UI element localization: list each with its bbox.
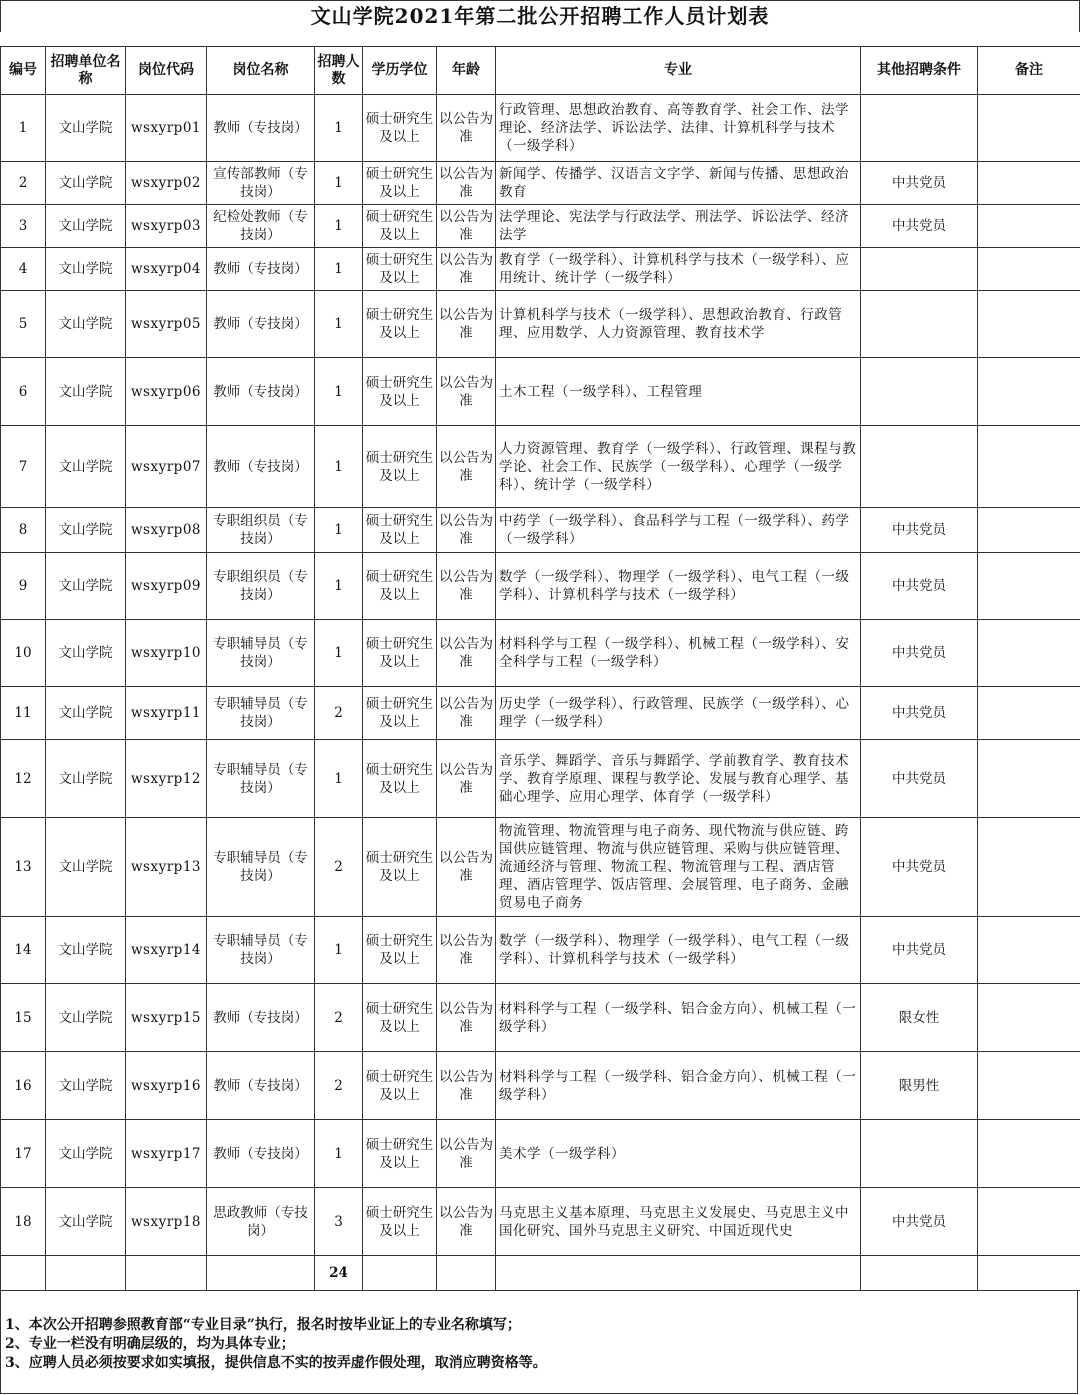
cell-unit: 文山学院 (46, 291, 126, 358)
cell-other (861, 291, 978, 358)
cell-other: 限女性 (861, 984, 978, 1052)
cell-no: 17 (1, 1120, 46, 1188)
cell-other: 中共党员 (861, 1188, 978, 1256)
note-line: 3、应聘人员必须按要求如实填报，提供信息不实的按弄虚作假处理，取消应聘资格等。 (5, 1355, 547, 1371)
header-count: 招聘人数 (315, 47, 363, 95)
cell-unit: 文山学院 (46, 984, 126, 1052)
table-row (1, 818, 1080, 917)
cell-code: wsxyrp10 (126, 620, 207, 687)
cell-remark (978, 917, 1080, 984)
cell-unit: 文山学院 (46, 205, 126, 248)
cell-edu: 硕士研究生及以上 (363, 248, 437, 291)
cell-unit: 文山学院 (46, 917, 126, 984)
table-row (1, 687, 1080, 740)
header-other: 其他招聘条件 (861, 47, 978, 95)
cell-code: wsxyrp05 (126, 291, 207, 358)
total-count: 24 (315, 1256, 363, 1291)
cell-code: wsxyrp14 (126, 917, 207, 984)
total-empty (46, 1256, 126, 1291)
cell-post: 教师（专技岗） (207, 1052, 315, 1120)
cell-post: 教师（专技岗） (207, 1120, 315, 1188)
cell-remark (978, 162, 1080, 205)
table-row (1, 553, 1080, 620)
cell-unit: 文山学院 (46, 1052, 126, 1120)
table-row (1, 984, 1080, 1052)
cell-major: 材料科学与工程（一级学科）、机械工程（一级学科）、安全科学与工程（一级学科） (496, 620, 861, 687)
cell-unit: 文山学院 (46, 508, 126, 553)
cell-age: 以公告为准 (437, 205, 496, 248)
cell-other (861, 358, 978, 426)
cell-other: 中共党员 (861, 818, 978, 917)
cell-remark (978, 1120, 1080, 1188)
table-row (1, 95, 1080, 162)
cell-count: 1 (315, 205, 363, 248)
cell-age: 以公告为准 (437, 95, 496, 162)
cell-code: wsxyrp04 (126, 248, 207, 291)
cell-unit: 文山学院 (46, 1120, 126, 1188)
cell-other: 中共党员 (861, 162, 978, 205)
cell-remark (978, 426, 1080, 508)
cell-unit: 文山学院 (46, 358, 126, 426)
cell-remark (978, 1188, 1080, 1256)
cell-edu: 硕士研究生及以上 (363, 95, 437, 162)
cell-post: 教师（专技岗） (207, 426, 315, 508)
cell-count: 1 (315, 248, 363, 291)
cell-other: 中共党员 (861, 508, 978, 553)
cell-age: 以公告为准 (437, 1188, 496, 1256)
cell-other: 限男性 (861, 1052, 978, 1120)
total-empty (1, 1256, 46, 1291)
table-row (1, 917, 1080, 984)
cell-post: 专职辅导员（专技岗） (207, 620, 315, 687)
header-post: 岗位名称 (207, 47, 315, 95)
cell-major: 教育学（一级学科）、计算机科学与技术（一级学科）、应用统计、统计学（一级学科） (496, 248, 861, 291)
cell-count: 2 (315, 1052, 363, 1120)
table-row (1, 248, 1080, 291)
total-empty (207, 1256, 315, 1291)
cell-post: 教师（专技岗） (207, 291, 315, 358)
cell-unit: 文山学院 (46, 553, 126, 620)
note-line: 2、专业一栏没有明确层级的，均为具体专业； (5, 1336, 295, 1352)
cell-age: 以公告为准 (437, 1120, 496, 1188)
page-title: 文山学院2021年第二批公开招聘工作人员计划表 (0, 0, 1080, 32)
cell-code: wsxyrp16 (126, 1052, 207, 1120)
cell-code: wsxyrp07 (126, 426, 207, 508)
cell-remark (978, 687, 1080, 740)
cell-major: 中药学（一级学科）、食品科学与工程（一级学科）、药学（一级学科） (496, 508, 861, 553)
cell-age: 以公告为准 (437, 740, 496, 818)
cell-no: 8 (1, 508, 46, 553)
cell-remark (978, 248, 1080, 291)
total-empty (496, 1256, 861, 1291)
cell-edu: 硕士研究生及以上 (363, 426, 437, 508)
cell-count: 1 (315, 553, 363, 620)
cell-remark (978, 984, 1080, 1052)
cell-post: 专职辅导员（专技岗） (207, 818, 315, 917)
cell-no: 6 (1, 358, 46, 426)
cell-code: wsxyrp17 (126, 1120, 207, 1188)
cell-major: 物流管理、物流管理与电子商务、现代物流与供应链、跨国供应链管理、物流与供应链管理、采购与供应链管理、流通经济与管理、物流工程、物流管理与工程、酒店管理、酒店管理学、饭店管理、会展管理、电子商务、金融贸易电子商务 (496, 818, 861, 917)
cell-major: 材料科学与工程（一级学科、铝合金方向）、机械工程（一级学科） (496, 984, 861, 1052)
table-row (1, 358, 1080, 426)
cell-edu: 硕士研究生及以上 (363, 553, 437, 620)
cell-edu: 硕士研究生及以上 (363, 917, 437, 984)
cell-post: 教师（专技岗） (207, 95, 315, 162)
cell-edu: 硕士研究生及以上 (363, 818, 437, 917)
cell-edu: 硕士研究生及以上 (363, 620, 437, 687)
cell-major: 行政管理、思想政治教育、高等教育学、社会工作、法学理论、经济法学、诉讼法学、法律、计算机科学与技术（一级学科） (496, 95, 861, 162)
cell-other: 中共党员 (861, 917, 978, 984)
cell-count: 1 (315, 426, 363, 508)
cell-no: 16 (1, 1052, 46, 1120)
cell-major: 马克思主义基本原理、马克思主义发展史、马克思主义中国化研究、国外马克思主义研究、中国近现代史 (496, 1188, 861, 1256)
cell-count: 2 (315, 687, 363, 740)
cell-age: 以公告为准 (437, 248, 496, 291)
cell-age: 以公告为准 (437, 917, 496, 984)
table-row (1, 205, 1080, 248)
table-row (1, 508, 1080, 553)
table-row (1, 1188, 1080, 1256)
header-major: 专业 (496, 47, 861, 95)
cell-post: 宣传部教师（专技岗） (207, 162, 315, 205)
cell-edu: 硕士研究生及以上 (363, 740, 437, 818)
cell-unit: 文山学院 (46, 248, 126, 291)
cell-other (861, 1120, 978, 1188)
cell-count: 1 (315, 917, 363, 984)
cell-no: 12 (1, 740, 46, 818)
cell-post: 专职辅导员（专技岗） (207, 687, 315, 740)
cell-count: 1 (315, 1120, 363, 1188)
cell-post: 教师（专技岗） (207, 984, 315, 1052)
cell-no: 18 (1, 1188, 46, 1256)
cell-code: wsxyrp11 (126, 687, 207, 740)
cell-count: 1 (315, 620, 363, 687)
cell-major: 计算机科学与技术（一级学科）、思想政治教育、行政管理、应用数学、人力资源管理、教育技术学 (496, 291, 861, 358)
table-row (1, 426, 1080, 508)
cell-unit: 文山学院 (46, 740, 126, 818)
cell-no: 7 (1, 426, 46, 508)
cell-remark (978, 553, 1080, 620)
cell-no: 13 (1, 818, 46, 917)
cell-other (861, 248, 978, 291)
cell-major: 土木工程（一级学科）、工程管理 (496, 358, 861, 426)
header-no: 编号 (1, 47, 46, 95)
cell-code: wsxyrp12 (126, 740, 207, 818)
cell-post: 教师（专技岗） (207, 358, 315, 426)
cell-remark (978, 291, 1080, 358)
cell-remark (978, 818, 1080, 917)
cell-post: 专职组织员（专技岗） (207, 508, 315, 553)
cell-remark (978, 508, 1080, 553)
header-edu: 学历学位 (363, 47, 437, 95)
cell-other: 中共党员 (861, 687, 978, 740)
cell-post: 专职组织员（专技岗） (207, 553, 315, 620)
cell-unit: 文山学院 (46, 1188, 126, 1256)
cell-code: wsxyrp13 (126, 818, 207, 917)
cell-code: wsxyrp18 (126, 1188, 207, 1256)
cell-other: 中共党员 (861, 205, 978, 248)
cell-remark (978, 740, 1080, 818)
table-row (1, 162, 1080, 205)
cell-edu: 硕士研究生及以上 (363, 1188, 437, 1256)
total-empty (437, 1256, 496, 1291)
cell-no: 4 (1, 248, 46, 291)
cell-age: 以公告为准 (437, 358, 496, 426)
cell-unit: 文山学院 (46, 95, 126, 162)
cell-unit: 文山学院 (46, 162, 126, 205)
cell-no: 10 (1, 620, 46, 687)
cell-count: 2 (315, 818, 363, 917)
cell-code: wsxyrp01 (126, 95, 207, 162)
cell-no: 5 (1, 291, 46, 358)
cell-unit: 文山学院 (46, 620, 126, 687)
cell-no: 2 (1, 162, 46, 205)
header-code: 岗位代码 (126, 47, 207, 95)
cell-age: 以公告为准 (437, 687, 496, 740)
recruitment-table (0, 46, 1080, 1291)
cell-count: 1 (315, 95, 363, 162)
cell-no: 14 (1, 917, 46, 984)
cell-code: wsxyrp02 (126, 162, 207, 205)
cell-major: 法学理论、宪法学与行政法学、刑法学、诉讼法学、经济法学 (496, 205, 861, 248)
cell-edu: 硕士研究生及以上 (363, 291, 437, 358)
cell-edu: 硕士研究生及以上 (363, 358, 437, 426)
cell-other: 中共党员 (861, 553, 978, 620)
cell-edu: 硕士研究生及以上 (363, 687, 437, 740)
cell-remark (978, 95, 1080, 162)
table-row (1, 291, 1080, 358)
cell-other (861, 95, 978, 162)
cell-post: 专职辅导员（专技岗） (207, 740, 315, 818)
cell-no: 1 (1, 95, 46, 162)
cell-count: 2 (315, 984, 363, 1052)
cell-post: 思政教师（专技岗） (207, 1188, 315, 1256)
cell-major: 数学（一级学科）、物理学（一级学科）、电气工程（一级学科）、计算机科学与技术（一级学科） (496, 553, 861, 620)
cell-major: 人力资源管理、教育学（一级学科）、行政管理、课程与教学论、社会工作、民族学（一级学科）、心理学（一级学科）、统计学（一级学科） (496, 426, 861, 508)
total-empty (978, 1256, 1080, 1291)
cell-remark (978, 620, 1080, 687)
spacer-row (0, 31, 1080, 46)
table-row (1, 1052, 1080, 1120)
cell-age: 以公告为准 (437, 553, 496, 620)
cell-no: 9 (1, 553, 46, 620)
cell-age: 以公告为准 (437, 818, 496, 917)
cell-age: 以公告为准 (437, 620, 496, 687)
cell-count: 1 (315, 508, 363, 553)
cell-major: 音乐学、舞蹈学、音乐与舞蹈学、学前教育学、教育技术学、教育学原理、课程与教学论、发展与教育心理学、基础心理学、应用心理学、体育学（一级学科） (496, 740, 861, 818)
cell-unit: 文山学院 (46, 687, 126, 740)
cell-unit: 文山学院 (46, 818, 126, 917)
header-age: 年龄 (437, 47, 496, 95)
cell-edu: 硕士研究生及以上 (363, 162, 437, 205)
cell-code: wsxyrp15 (126, 984, 207, 1052)
header-remark: 备注 (978, 47, 1080, 95)
cell-major: 美术学（一级学科） (496, 1120, 861, 1188)
total-empty (363, 1256, 437, 1291)
cell-remark (978, 1052, 1080, 1120)
cell-major: 数学（一级学科）、物理学（一级学科）、电气工程（一级学科）、计算机科学与技术（一级学科） (496, 917, 861, 984)
cell-age: 以公告为准 (437, 291, 496, 358)
header-row (1, 47, 1080, 95)
cell-remark (978, 358, 1080, 426)
table-row (1, 620, 1080, 687)
total-empty (126, 1256, 207, 1291)
cell-unit: 文山学院 (46, 426, 126, 508)
cell-major: 历史学（一级学科）、行政管理、民族学（一级学科）、心理学（一级学科） (496, 687, 861, 740)
cell-major: 材料科学与工程（一级学科、铝合金方向）、机械工程（一级学科） (496, 1052, 861, 1120)
cell-remark (978, 205, 1080, 248)
cell-no: 15 (1, 984, 46, 1052)
cell-count: 3 (315, 1188, 363, 1256)
cell-other: 中共党员 (861, 740, 978, 818)
cell-other: 中共党员 (861, 620, 978, 687)
total-empty (861, 1256, 978, 1291)
cell-count: 1 (315, 162, 363, 205)
cell-count: 1 (315, 358, 363, 426)
notes-section (0, 1290, 1078, 1394)
cell-code: wsxyrp03 (126, 205, 207, 248)
cell-count: 1 (315, 291, 363, 358)
cell-edu: 硕士研究生及以上 (363, 984, 437, 1052)
cell-code: wsxyrp09 (126, 553, 207, 620)
cell-age: 以公告为准 (437, 426, 496, 508)
cell-count: 1 (315, 740, 363, 818)
cell-no: 11 (1, 687, 46, 740)
cell-age: 以公告为准 (437, 508, 496, 553)
total-row (1, 1256, 1080, 1291)
cell-edu: 硕士研究生及以上 (363, 1120, 437, 1188)
cell-code: wsxyrp08 (126, 508, 207, 553)
cell-age: 以公告为准 (437, 162, 496, 205)
cell-no: 3 (1, 205, 46, 248)
table-body (1, 95, 1080, 1256)
table-row (1, 1120, 1080, 1188)
cell-edu: 硕士研究生及以上 (363, 205, 437, 248)
cell-post: 专职辅导员（专技岗） (207, 917, 315, 984)
cell-major: 新闻学、传播学、汉语言文字学、新闻与传播、思想政治教育 (496, 162, 861, 205)
cell-edu: 硕士研究生及以上 (363, 1052, 437, 1120)
cell-post: 教师（专技岗） (207, 248, 315, 291)
header-unit: 招聘单位名称 (46, 47, 126, 95)
cell-age: 以公告为准 (437, 1052, 496, 1120)
cell-post: 纪检处教师（专技岗） (207, 205, 315, 248)
cell-age: 以公告为准 (437, 984, 496, 1052)
cell-edu: 硕士研究生及以上 (363, 508, 437, 553)
cell-code: wsxyrp06 (126, 358, 207, 426)
cell-other (861, 426, 978, 508)
table-row (1, 740, 1080, 818)
note-line: 1、本次公开招聘参照教育部“专业目录”执行，报名时按毕业证上的专业名称填写； (5, 1317, 521, 1333)
